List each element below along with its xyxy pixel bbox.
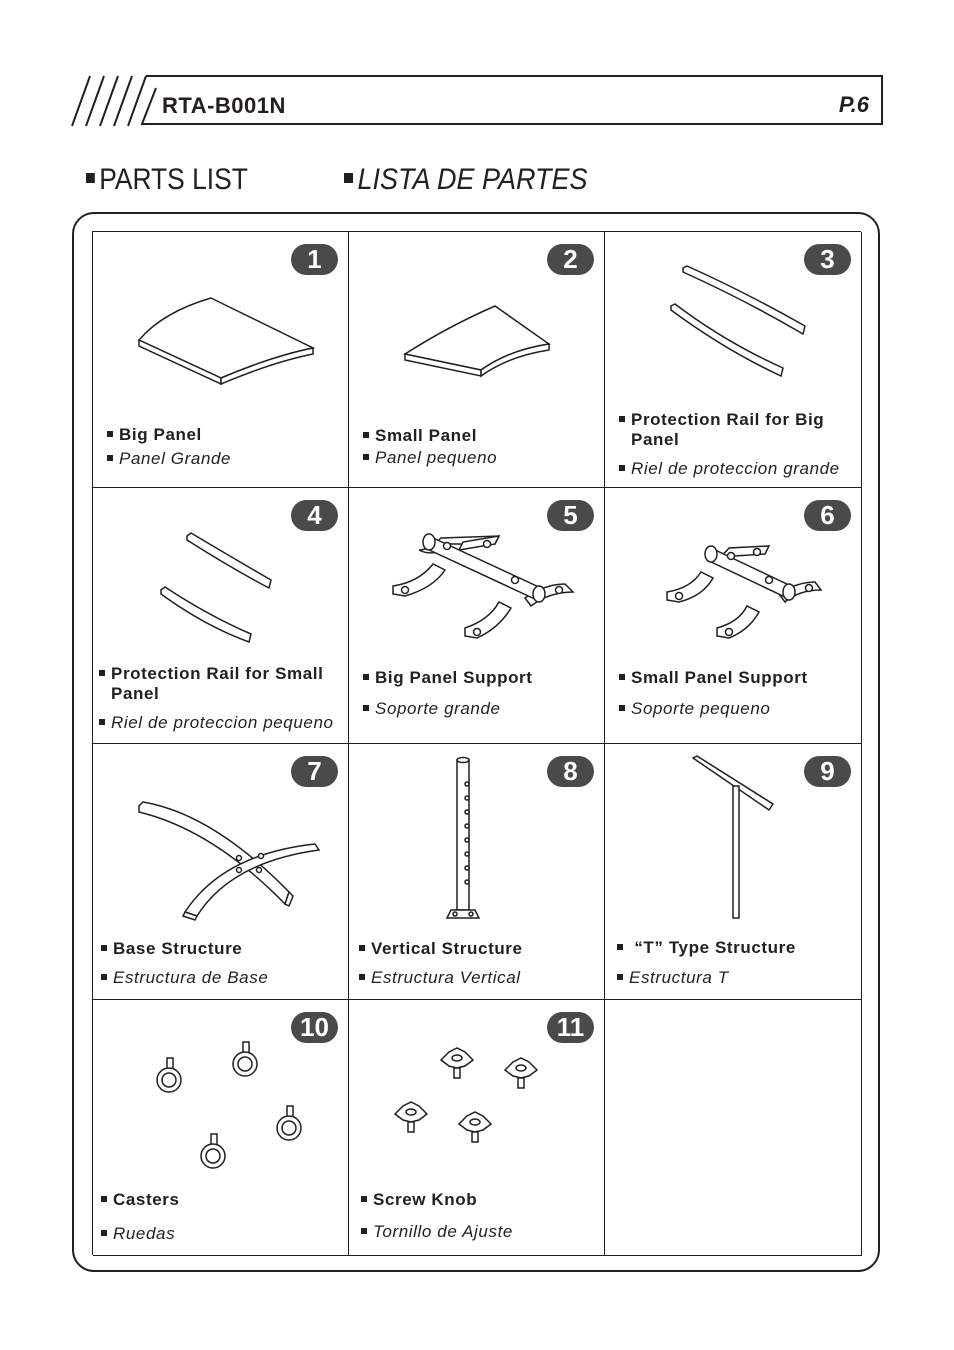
part-cell-1 [93,232,349,488]
part-name-es: Riel de proteccion pequeno [99,713,334,733]
part-name-es: Panel Grande [107,449,231,469]
part-name-es: Estructura Vertical [359,968,521,988]
screw-knobs-illustration [349,1000,605,1256]
part-number-badge: 8 [547,756,594,787]
part-name-en: Vertical Structure [359,939,523,959]
parts-grid [92,231,861,1255]
part-name-en: Screw Knob [361,1190,477,1210]
part-cell-3 [605,232,862,488]
part-name-en: Casters [101,1190,180,1210]
part-cell-11 [349,1000,605,1256]
part-name-en: Protection Rail for Small Panel [99,664,339,704]
parts-list-title: PARTS LIST [86,163,248,197]
t-type-structure-illustration [605,744,862,1000]
small-protection-rails-illustration [93,488,349,744]
model-number: RTA-B001N [162,93,286,118]
vertical-structure-illustration [349,744,605,1000]
part-cell-8 [349,744,605,1000]
part-number-badge: 6 [804,500,851,531]
section-titles [0,163,954,207]
part-name-en: Big Panel Support [363,668,533,688]
part-name-es: Riel de proteccion grande [619,459,840,479]
part-name-es: Soporte pequeno [619,699,770,719]
part-number-badge: 1 [291,244,338,275]
part-name-es: Panel pequeno [363,448,497,468]
part-name-en: “T” Type Structure [617,938,796,958]
empty-cell [605,1000,862,1256]
part-name-es: Soporte grande [363,699,501,719]
part-name-es: Tornillo de Ajuste [361,1222,513,1242]
part-name-en: Protection Rail for Big Panel [619,410,859,450]
base-structure-illustration [93,744,349,1000]
part-number-badge: 4 [291,500,338,531]
part-cell-5 [349,488,605,744]
part-cell-7 [93,744,349,1000]
part-number-badge: 10 [291,1012,338,1043]
part-cell-10 [93,1000,349,1256]
part-number-badge: 7 [291,756,338,787]
part-name-es: Ruedas [101,1224,175,1244]
part-cell-4 [93,488,349,744]
part-cell-2 [349,232,605,488]
casters-illustration [93,1000,349,1256]
page-header [70,74,885,128]
part-name-en: Small Panel Support [619,668,808,688]
part-cell-9 [605,744,862,1000]
part-number-badge: 3 [804,244,851,275]
part-name-es: Estructura de Base [101,968,268,988]
part-number-badge: 5 [547,500,594,531]
page-number: P.6 [838,92,869,117]
part-name-es: Estructura T [617,968,729,988]
part-number-badge: 9 [804,756,851,787]
part-number-badge: 2 [547,244,594,275]
lista-de-partes-title: LISTA DE PARTES [344,163,588,197]
part-name-en: Big Panel [107,425,202,445]
part-cell-6 [605,488,862,744]
part-name-en: Base Structure [101,939,242,959]
part-number-badge: 11 [547,1012,594,1043]
part-name-en: Small Panel [363,426,477,446]
